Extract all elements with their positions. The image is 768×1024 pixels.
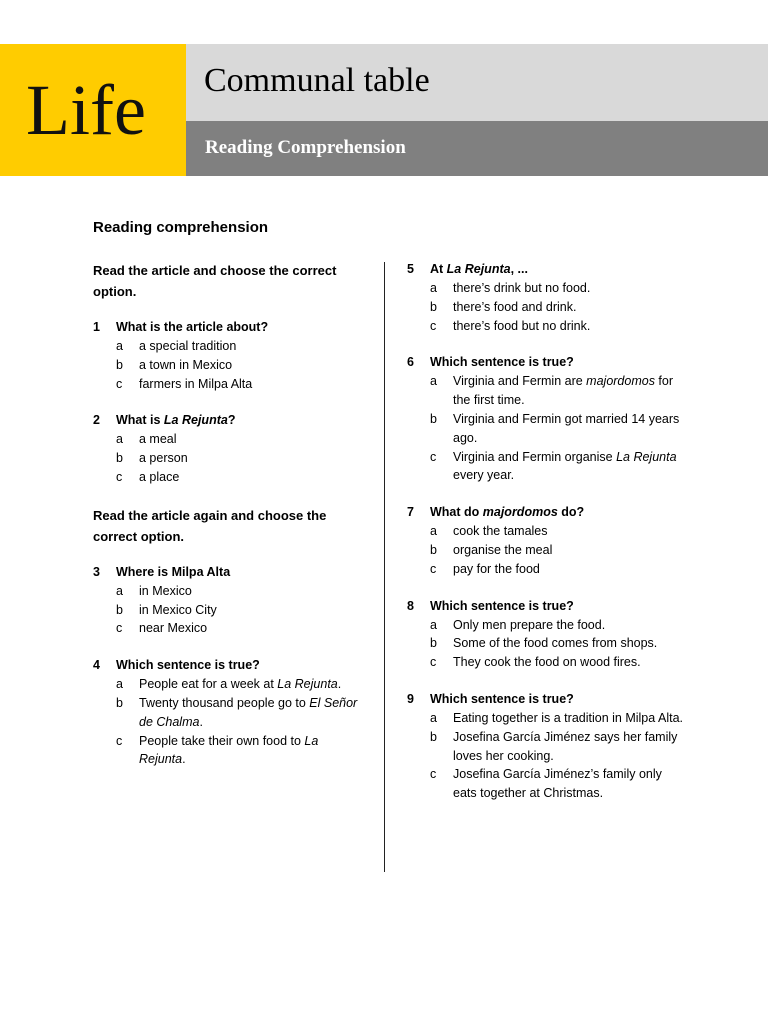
answer-option-c bbox=[93, 732, 363, 770]
option-letter: c bbox=[430, 655, 437, 670]
option-letter: b bbox=[116, 695, 123, 710]
option-text bbox=[139, 601, 363, 620]
answer-option-a bbox=[407, 522, 687, 541]
text: What is the article about? bbox=[116, 320, 269, 334]
question-number: 9 bbox=[407, 691, 414, 706]
option-letter: a bbox=[430, 710, 437, 725]
text-part: Twenty thousand people go to bbox=[139, 695, 310, 710]
text-part: What do bbox=[430, 505, 483, 520]
question-number: 7 bbox=[407, 505, 414, 520]
answer-option-c bbox=[407, 317, 687, 336]
option-letter: c bbox=[430, 449, 437, 464]
option-letter: c bbox=[116, 469, 123, 484]
question-number: 4 bbox=[93, 658, 100, 673]
question-number: 1 bbox=[93, 320, 100, 334]
option-text bbox=[453, 317, 687, 336]
text-part: every year. bbox=[453, 468, 515, 483]
text: Josefina García Jiménez says her family loves her cooking. bbox=[453, 729, 678, 763]
option-text bbox=[139, 375, 363, 394]
option-text bbox=[453, 709, 687, 728]
question-number: 8 bbox=[407, 598, 414, 613]
option-text bbox=[453, 634, 687, 653]
question-2 bbox=[93, 411, 363, 486]
option-text bbox=[453, 765, 687, 803]
text: a meal bbox=[139, 432, 177, 447]
italic-title: La Rejunta bbox=[446, 262, 511, 276]
option-letter: a bbox=[116, 432, 123, 447]
text: there’s drink but no food. bbox=[453, 281, 591, 295]
logo: Life bbox=[26, 70, 146, 150]
text: pay for the food bbox=[453, 561, 540, 576]
logo-block bbox=[0, 44, 186, 176]
answer-option-a bbox=[407, 372, 687, 410]
instruction-2: Read the article again and choose the correct option. bbox=[93, 507, 327, 544]
text: a person bbox=[139, 451, 188, 466]
question-prompt bbox=[93, 656, 363, 675]
option-text bbox=[453, 279, 687, 298]
question-prompt bbox=[407, 503, 687, 522]
text: Only men prepare the food. bbox=[453, 617, 606, 632]
answer-option-c bbox=[93, 468, 363, 487]
question-7 bbox=[407, 503, 687, 578]
text: a town in Mexico bbox=[139, 357, 233, 372]
option-text bbox=[139, 694, 363, 732]
answer-option-c bbox=[407, 560, 687, 579]
option-letter: b bbox=[116, 357, 123, 372]
option-letter: a bbox=[116, 583, 123, 598]
text-part: Virginia and Fermin are bbox=[453, 374, 587, 389]
answer-option-b bbox=[93, 601, 363, 620]
option-letter: b bbox=[430, 542, 437, 557]
italic-title: La Rejunta bbox=[616, 449, 677, 464]
question-number: 3 bbox=[93, 564, 100, 579]
answer-option-a bbox=[93, 337, 363, 356]
text-part: . bbox=[199, 714, 203, 729]
text: cook the tamales bbox=[453, 524, 548, 539]
question-5 bbox=[407, 260, 687, 335]
option-text bbox=[453, 522, 687, 541]
option-text bbox=[139, 430, 363, 449]
option-letter: c bbox=[430, 561, 437, 576]
section-heading: Reading comprehension bbox=[93, 219, 269, 236]
question-prompt bbox=[93, 411, 363, 430]
right-questions bbox=[407, 260, 687, 803]
option-text bbox=[453, 728, 687, 766]
question-text bbox=[430, 503, 584, 522]
text: Some of the food comes from shops. bbox=[453, 636, 658, 651]
question-text bbox=[116, 563, 230, 582]
question-text bbox=[430, 597, 574, 616]
answer-option-b bbox=[407, 634, 687, 653]
text-part: What is bbox=[116, 413, 164, 428]
answer-option-c bbox=[407, 653, 687, 672]
option-letter: c bbox=[430, 767, 437, 782]
left-questions bbox=[93, 318, 363, 487]
option-letter: a bbox=[430, 524, 437, 539]
answer-option-b bbox=[407, 410, 687, 448]
question-text bbox=[430, 260, 528, 279]
option-text bbox=[139, 582, 363, 601]
answer-option-a bbox=[93, 430, 363, 449]
question-9 bbox=[407, 690, 687, 803]
option-text bbox=[453, 298, 687, 317]
text-part: for the first time. bbox=[453, 374, 674, 408]
question-4 bbox=[93, 656, 363, 769]
option-text bbox=[453, 410, 687, 448]
text: Virginia and Fermin got married 14 years ago. bbox=[453, 411, 680, 445]
text: Eating together is a tradition in Milpa Alta. bbox=[453, 710, 683, 725]
question-number: 5 bbox=[407, 262, 414, 276]
option-letter: c bbox=[116, 733, 123, 748]
text: Which sentence is true? bbox=[430, 355, 574, 370]
text: organise the meal bbox=[453, 542, 553, 557]
text: there’s food and drink. bbox=[453, 299, 577, 314]
option-letter: a bbox=[430, 617, 437, 632]
answer-option-b bbox=[407, 728, 687, 766]
answer-option-a bbox=[93, 675, 363, 694]
question-3 bbox=[93, 563, 363, 638]
option-letter: a bbox=[430, 281, 437, 295]
page-header bbox=[0, 44, 768, 176]
page-subtitle: Reading Comprehension bbox=[205, 137, 406, 158]
question-8 bbox=[407, 597, 687, 672]
question-text bbox=[116, 411, 235, 430]
option-text bbox=[453, 448, 687, 486]
option-letter: b bbox=[430, 411, 437, 426]
answer-option-c bbox=[407, 765, 687, 803]
text: Josefina García Jiménez’s family only eats together at Christmas. bbox=[453, 767, 662, 801]
question-text bbox=[116, 318, 268, 337]
answer-option-b bbox=[93, 694, 363, 732]
text: farmers in Milpa Alta bbox=[139, 376, 253, 391]
text-part: Virginia and Fermin organise bbox=[453, 449, 617, 464]
option-letter: a bbox=[116, 677, 123, 692]
text: Which sentence is true? bbox=[116, 658, 260, 673]
answer-option-a bbox=[407, 616, 687, 635]
question-number: 6 bbox=[407, 355, 414, 370]
text: Where is Milpa Alta bbox=[116, 564, 231, 579]
italic-title: La Rejunta bbox=[139, 733, 319, 767]
option-text bbox=[139, 675, 363, 694]
question-prompt bbox=[407, 260, 687, 279]
question-prompt bbox=[407, 597, 687, 616]
question-prompt bbox=[407, 353, 687, 372]
title-band bbox=[186, 44, 768, 121]
text-part: People eat for a week at bbox=[139, 677, 278, 692]
left-questions-2 bbox=[93, 563, 363, 769]
text-part: , ... bbox=[510, 262, 528, 276]
text-part: . bbox=[337, 677, 342, 692]
option-text bbox=[453, 616, 687, 635]
option-text bbox=[453, 653, 687, 672]
text: a special tradition bbox=[139, 339, 237, 353]
option-letter: c bbox=[430, 318, 437, 333]
answer-option-b bbox=[93, 449, 363, 468]
italic-title: La Rejunta bbox=[277, 677, 338, 692]
option-letter: a bbox=[430, 374, 437, 389]
text: Which sentence is true? bbox=[430, 598, 574, 613]
column-divider bbox=[384, 262, 385, 872]
text: They cook the food on wood fires. bbox=[453, 655, 641, 670]
option-text bbox=[139, 619, 363, 638]
option-letter: b bbox=[430, 636, 437, 651]
option-letter: c bbox=[116, 621, 123, 636]
option-text bbox=[139, 356, 363, 375]
text-part: do? bbox=[557, 505, 585, 520]
text-part: At bbox=[430, 262, 447, 276]
italic-title: La Rejunta bbox=[163, 413, 228, 428]
question-prompt bbox=[93, 318, 363, 337]
question-text bbox=[430, 690, 574, 709]
option-text bbox=[139, 337, 363, 356]
option-letter: b bbox=[116, 602, 123, 617]
option-letter: b bbox=[116, 451, 123, 466]
text-part: People take their own food to bbox=[139, 733, 305, 748]
question-text bbox=[430, 353, 574, 372]
option-text bbox=[453, 541, 687, 560]
question-prompt bbox=[93, 563, 363, 582]
answer-option-a bbox=[407, 709, 687, 728]
question-prompt bbox=[407, 690, 687, 709]
text: near Mexico bbox=[139, 621, 208, 636]
text: in Mexico bbox=[139, 583, 192, 598]
option-letter: b bbox=[430, 299, 437, 314]
option-text bbox=[453, 372, 687, 410]
option-text bbox=[139, 732, 363, 770]
answer-option-a bbox=[407, 279, 687, 298]
answer-option-b bbox=[407, 541, 687, 560]
text-part: ? bbox=[227, 413, 236, 428]
text-part: . bbox=[182, 752, 186, 767]
subtitle-band bbox=[186, 121, 768, 176]
question-text bbox=[116, 656, 260, 675]
answer-option-b bbox=[93, 356, 363, 375]
text: there’s food but no drink. bbox=[453, 318, 591, 333]
text: Which sentence is true? bbox=[430, 691, 574, 706]
page-title: Communal table bbox=[204, 62, 430, 99]
left-column bbox=[93, 218, 363, 787]
italic-title: El Señor de Chalma bbox=[139, 695, 358, 729]
option-letter: b bbox=[430, 729, 437, 744]
text: in Mexico City bbox=[139, 602, 217, 617]
answer-option-c bbox=[93, 375, 363, 394]
italic-title: majordomos bbox=[586, 374, 655, 389]
italic-title: majordomos bbox=[482, 505, 558, 520]
right-column bbox=[407, 260, 687, 821]
instruction-1: Read the article and choose the correct option. bbox=[93, 263, 337, 299]
question-1 bbox=[93, 318, 363, 393]
option-text bbox=[453, 560, 687, 579]
option-text bbox=[139, 449, 363, 468]
option-text bbox=[139, 468, 363, 487]
answer-option-a bbox=[93, 582, 363, 601]
answer-option-c bbox=[407, 448, 687, 486]
option-letter: a bbox=[116, 339, 123, 353]
text: a place bbox=[139, 469, 180, 484]
option-letter: c bbox=[116, 376, 123, 391]
question-6 bbox=[407, 353, 687, 485]
answer-option-c bbox=[93, 619, 363, 638]
question-number: 2 bbox=[93, 413, 100, 428]
answer-option-b bbox=[407, 298, 687, 317]
